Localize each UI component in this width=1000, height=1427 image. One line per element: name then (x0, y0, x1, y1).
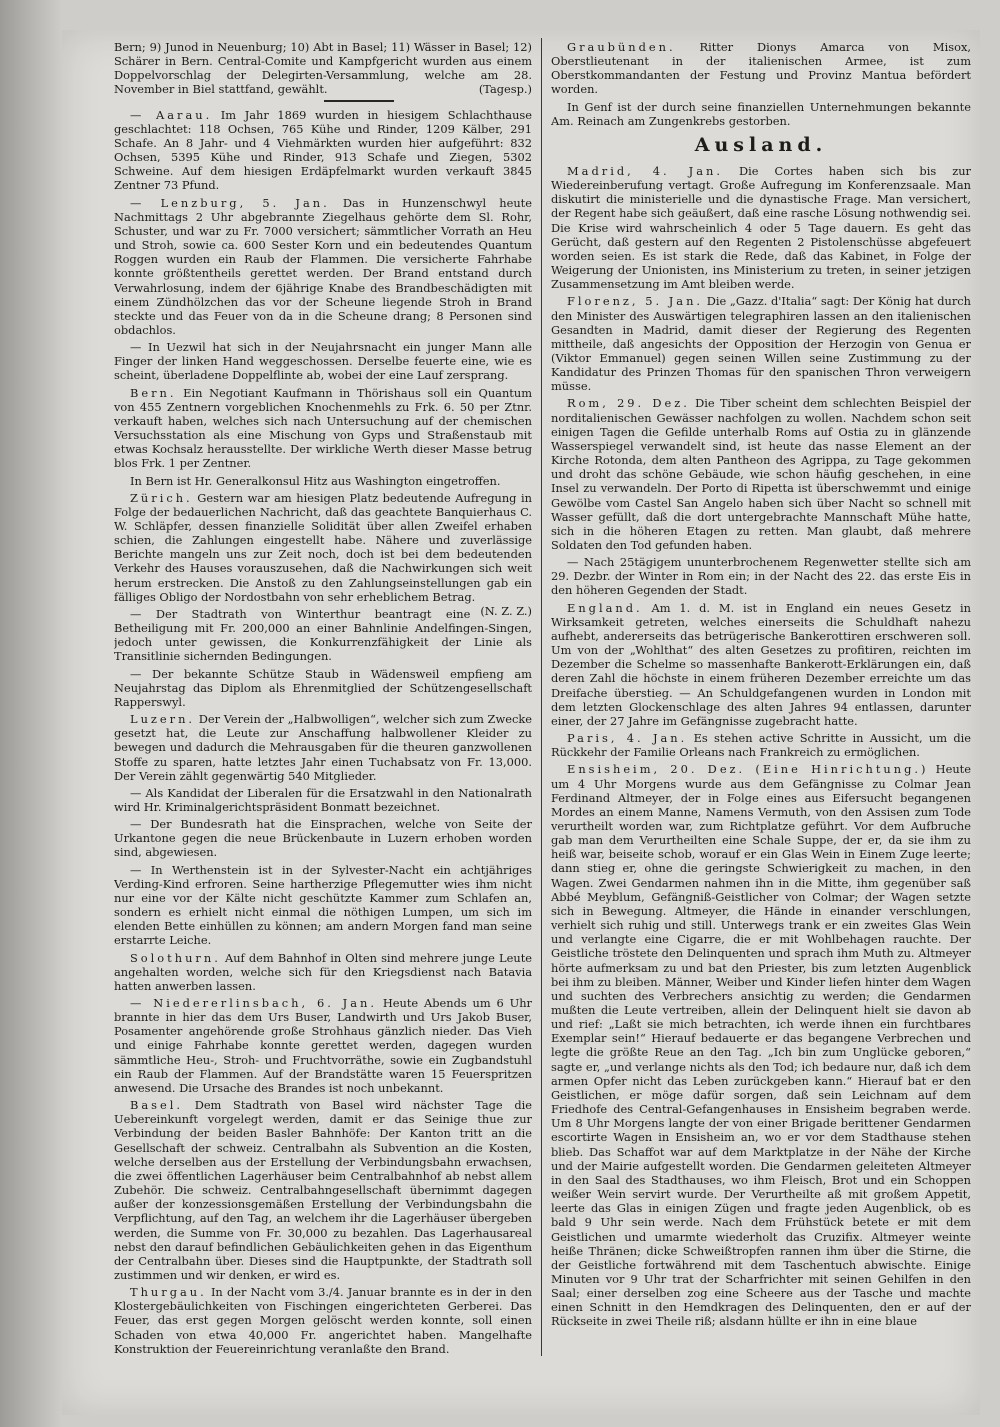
article-winterthur: — Der Stadtrath von Winterthur beantragt eine Betheiligung mit Fr. 200,000 an einer Bahnlinie Andelfingen-Singen, jedoch unter gewissen, die Konkurrenzfähigkeit der Linie als Transitlinie sichernden Bedingungen. (114, 606, 532, 664)
article-rom-2: — Nach 25tägigem ununterbrochenem Regenwetter stellte sich am 29. Dezbr. der Winter in Rom ein; in der Nacht des 22. das erste Eis in den höheren Gegenden der Stadt. (551, 555, 971, 598)
dateline: — Aarau. (130, 107, 213, 122)
article-kandidat: — Als Kandidat der Liberalen für die Ersatzwahl in den Nationalrath wird Hr. Kriminalgerichtspräsident Bonmatt bezeichnet. (114, 785, 532, 814)
dateline: Luzern. (130, 712, 196, 727)
article-text: Der Verein der „Halbwolligen“, welcher sich zum Zwecke gesetzt hat, die Leute zur Anschaffung halbwollener Kleider zu bewegen und dadurch die Mehrausgaben für die theuren ganzwollenen Stoffe zu sparen, hatte letztes Jahr einen Tuchabsatz von Fr. 13,000. Der Verein zählt gegenwärtig 540 Mitglieder. (114, 712, 532, 783)
article-england (551, 601, 971, 728)
article-staub: — Der bekannte Schütze Staub in Wädensweil empfieng am Neujahrstag das Diplom als Ehrenmitglied der Schützengesellschaft Rapperswyl. (114, 666, 532, 709)
article-text: Das in Hunzenschwyl heute Nachmittags 2 Uhr abgebrannte Ziegelhaus gehörte dem Sl. Rohr, Schuster, und war zu Fr. 7000 versichert; sämmtlicher Vorrath an Heu und Stroh, sowie ca. 600 Sester Korn und ein bedeutendes Quantum Roggen wurden ein Raub der Flammen. Die versicherte Fahrhabe konnte größtentheils gerettet werden. Der Brand entstand durch Verwahrlosung, indem der 6jährige Knabe des Brandbeschädigten mit einem Zündhölzchen das vor der Scheune liegende Stroh in Brand steckte und das Feuer von da in die Scheune drang; 8 Personen sind obdachlos. (114, 195, 532, 337)
source-credit: (Tagesp.) (478, 82, 532, 97)
article-text: Heute um 4 Uhr Morgens wurde aus dem Gefängnisse zu Colmar Jean Ferdinand Altmeyer, der in Folge eines aus Eifersucht begangenen Mordes an einem Manne, Namens Vermuth, von den Assisen zum Tode verurtheilt worden war, zum Richtplatze geführt. Vor dem Aufbruche gab man dem Verurtheilten eine Schale Suppe, der er, da sie ihm zu heiß war, beiseite schob, worauf er ein Glas Wein in Einem Zuge leerte; dann stieg er, ohne die geringste Schwierigkeit zu machen, in den Wagen. Zwei Gendarmen nahmen ihn in die Mitte, ihm gegenüber saß Abbé Meyblum, Gefängniß-Geistlicher von Colmar; der Wagen setzte sich in Bewegung. Altmeyer, die Hände in einander verschlungen, verhielt sich ruhig und still. Unterwegs trank er ein zweites Glas Wein und verlangte eine Cigarre, die er mit Wohlbehagen rauchte. Der Geistliche tröstete den Delinquenten und sprach ihm Muth zu. Altmeyer hörte aufmerksam zu und bat den Priester, bis zum letzten Augenblick bei ihm zu bleiben. Männer, Weiber und Kinder liefen hinter dem Wagen und suchten des Verbrechers ansichtig zu werden; die Gendarmen mußten die Leute vertreiben, allein der Delinquent hielt sie davon ab und rief: „Laßt sie mich betrachten, ich werde ihnen ein furchtbares Exemplar sein!“ Hierauf bedauerte er das begangene Verbrechen und legte die größte Reue an den Tag. „Ich bin zum Unglücke geboren,“ sagte er, „und verlange nichts als den Tod; ich bedaure nur, daß ich dem armen Opfer nicht das Leben zurückgeben kann.“ Hierauf bat er den Geistlichen, er möge dafür sorgen, daß sein Leichnam auf dem Friedhofe des Central-Gefangenhauses in Ensisheim begraben werde. Um 8 Uhr Morgens langte der von einer Brigade berittener Gendarmen escortirte Wagen in Ensisheim an, wo er vor dem Stadthause stehen blieb. Das Schaffot war auf dem Marktplatze in der Nähe der Kirche und der Mairie aufgestellt worden. Die Gendarmen geleiteten Altmeyer in den Saal des Stadthauses, wo ihm Fleisch, Brot und ein Schoppen weißer Wein servirt wurde. Der Verurtheilte aß mit großem Appetit, leerte das Glas in einigen Zügen und fragte jeden Augenblick, ob es bald 9 Uhr sein werde. Nach dem Frühstück betete er mit dem Geistlichen und umarmte wiederholt das Cruzifix. Altmeyer weinte heiße Thränen; dicke Schweißtropfen rannen ihm über die Stirne, die der Geistliche fortwährend mit dem Taschentuch abwischte. Einige Minuten vor 9 Uhr trat der Scharfrichter mit seinen Gehilfen in den Saal; einer derselben zog eine Scheere aus der Tasche und machte einen Schnitt in den Hemdkragen des Delinquenten, den er auf der Rückseite in zwei Theile riß; alsdann hüllte er ihn in eine blaue (551, 762, 971, 1329)
dateline: Bern. (130, 385, 177, 400)
article-ensisheim (551, 762, 971, 1328)
article-zuerich (114, 490, 532, 618)
column-rule (541, 38, 542, 1356)
dateline: Basel. (130, 1098, 184, 1113)
dateline: — Niedererlinsbach, 6. Jan. (130, 996, 377, 1010)
article-werthenstein: — In Werthenstein ist in der Sylvester-Nacht ein achtjähriges Verding-Kind erfroren. Seine hartherzige Pflegemutter wies ihm nicht nur eine vor der Kälte nicht geschützte Kammer zum Schlafen an, sondern es erhielt nicht einmal die nöthigen Lumpen, um sich im elenden Bette einhüllen zu können; am andern Morgen fand man seine erstarrte Leiche. (114, 862, 532, 948)
article-text: Heute Abends um 6 Uhr brannte in hier das dem Urs Buser, Landwirth und Urs Jakob Buser, Posamenter angehörende große Strohhaus gänzlich nieder. Das Vieh und einige Fahrhabe konnte gerettet werden, dagegen wurden sämmtliche Heu-, Stroh- und Fruchtvorräthe, sowie ein Zugbandstuhl ein Raub der Flammen. Auf der Brandstätte waren 15 Feuerspritzen anwesend. Die Ursache des Brandes ist noch unbekannt. (114, 996, 532, 1095)
article-lenzburg (114, 196, 532, 338)
article-text: Gestern war am hiesigen Platz bedeutende Aufregung in Folge der bedauerlichen Nachricht, daß das geachtete Banquierhaus C. W. Schläpfer, dessen finanzielle Solidität über allen Zweifel erhaben schien, die Zahlungen eingestellt habe. Nähere und zuverlässige Berichte mangeln uns zur Zeit noch, doch ist bei dem bedeutenden Verkehr des Hauses vorauszusehen, daß die Nachwirkungen sich weit herum erstrecken. Die Anstoß zu den Zahlungseinstellungen gab ein fälliges Obligo der Nordostbahn von sehr erheblichem Betrag. (114, 490, 532, 604)
dateline: — Lenzburg, 5. Jan. (130, 195, 330, 210)
article-text: Die „Gazz. d'Italia“ sagt: Der König hat durch den Minister des Auswärtigen telegraphiren lassen an den italienischen Gesandten in Madrid, damit dieser der Regierung des Regenten mittheile, daß angesichts der Opposition der Herzogin von Genua er (Viktor Emmanuel) gegen seinen Willen seine Zustimmung zu der Kandidatur des Prinzen Thomas für den spanischen Thron verweigern müsse. (551, 294, 971, 394)
article-bern (114, 386, 532, 471)
dateline: Zürich. (130, 490, 193, 505)
separator-rule (324, 100, 394, 102)
dateline: Graubünden. (567, 40, 676, 54)
article-text: Die Cortes haben sich bis zur Wiedereinberufung vertagt. Große Aufregung im Konferenzsaale. Man diskutirt die ministerielle und die dynastische Frage. Man versichert, der Regent habe sich geäußert, daß eine rasche Lösung nothwendig sei. Die Krise wird wahrscheinlich 4 oder 5 Tage dauern. Es geht das Gerücht, daß gestern auf den Regenten 2 Pistolenschüsse abgefeuert worden seien. Es ist stark die Rede, daß das Kabinet, in Folge der Weigerung der Unionisten, ins Ministerium zu treten, in seiner jetzigen Zusammensetzung im Amt bleiben werde. (551, 163, 971, 292)
dateline: Thurgau. (130, 1285, 207, 1300)
article-text: Die Tiber scheint dem schlechten Beispiel der norditalienischen Gewässer nachfolgen zu wollen. Nachdem schon seit einigen Tagen die Gefilde unterhalb Roms auf Ostia zu in glänzende Wasserspiegel verwandelt sind, ist heute das nasse Element an der Kirche Rotonda, dem alten Pantheon des Agrippa, zu Tage gekommen und droht das schöne Gebäude, wie schon häufig geschehen, in eine Insel zu verwandeln. Der Porto di Ripetta ist überschwemmt und einige Gewölbe vom Castel San Angelo haben sich über Nacht so schnell mit Wasser gefüllt, daß die dort untergebrachte Mannschaft Mühe hatte, sich in die höheren Etagen zu retten. Man glaubt, daß mehrere Soldaten den Tod gefunden haben. (551, 396, 971, 552)
article-luzern (114, 712, 532, 783)
article-tournament (114, 40, 532, 97)
source-credit: (N. Z. Z.) (480, 603, 532, 618)
article-basel (114, 1098, 532, 1282)
dateline: Solothurn. (130, 950, 221, 965)
left-column (114, 40, 532, 1370)
article-text: Bern; 9) Junod in Neuenburg; 10) Abt in Basel; 11) Wässer in Basel; 12) Schärer in Bern. Central-Comite und Kampfgericht wurden aus einem Doppelvorschlag der Delegirten-Versammlung, welche am 28. November in Biel stattfand, gewählt. (114, 40, 532, 97)
article-text: Am 1. d. M. ist in England ein neues Gesetz in Wirksamkeit getreten, welches einerseits die Schuldhaft nahezu aufhebt, andererseits das betrügerische Bankerottiren erschweren soll. Um von der „Wohlthat“ des alten Gesetzes zu profitiren, reichten im Dezember die Schelme so massenhafte Bankerott-Erklärungen ein, daß deren Zahl die höchste in einem früheren Dezember erreichte um das Dreifache überstieg. — An Schuldgefangenen wurden in London mit dem letzten Glockenschlage des alten Jahres 94 entlassen, darunter einer, der 27 Jahre im Gefängnisse zugebracht hatte. (551, 600, 971, 728)
article-text: In der Nacht vom 3./4. Januar brannte es in der in den Klostergebäulichkeiten von Fischingen eingerichteten Gerberei. Das Feuer, das erst gegen Morgen gelöscht werden konnte, soll einen Schaden von etwa 40,000 Fr. angerichtet haben. Mangelhafte Konstruktion der Feuereinrichtung veranlaßte den Brand. (114, 1285, 532, 1356)
article-bundesrath: — Der Bundesrath hat die Einsprachen, welche von Seite der Urkantone gegen die neue Brückenbaute in Luzern erhoben worden sind, abgewiesen. (114, 817, 532, 860)
article-rom (551, 396, 971, 552)
article-florenz (551, 294, 971, 393)
article-madrid (551, 164, 971, 291)
article-thurgau (114, 1285, 532, 1356)
article-text: Es stehen active Schritte in Aussicht, um die Rückkehr der Familie Orleans nach Frankreich zu ermöglichen. (551, 731, 971, 760)
article-aarau (114, 108, 532, 193)
article-text: Ritter Dionys Amarca von Misox, Oberstlieutenant in der italienischen Armee, ist zum Oberstkommandanten der Festung und Provinz Mantua befördert worden. (551, 40, 971, 97)
article-paris (551, 731, 971, 759)
article-solothurn (114, 951, 532, 993)
article-text: Ein Negotiant Kaufmann in Thörishaus soll ein Quantum von 455 Zentnern vorgeblichen Knochenmehls zu Frk. 6. 50 per Ztnr. verkauft haben, welches sich nach Untersuchung auf der chemischen Versuchsstation als eine Mischung von Gyps und Straßenstaub mit etwas Kochsalz herausstellte. Der wirkliche Werth dieser Masse betrug blos Frk. 1 per Zentner. (114, 385, 532, 471)
article-niedererlinsbach (114, 996, 532, 1095)
article-text: Dem Stadtrath von Basel wird nächster Tage die Uebereinkunft vorgelegt werden, damit er das Seinige thue zur Verbindung der beiden Basler Bahnhöfe: Der Kanton tritt an die Gesellschaft der schweiz. Centralbahn als Subvention an die Kosten, welche derselben aus der Erstellung der Verbindungsbahn erwachsen, die zwei öffentlichen Lagerhäuser beim Centralbahnhof ab nebst allem Zubehör. Die schweiz. Centralbahngesellschaft übernimmt dagegen außer der konzessionsgemäßen Erstellung der Verbindungsbahn die Verpflichtung, auf den Tag, an welchem ihr die Lagerhäuser übergeben werden, die Summe von Fr. 30,000 zu bezahlen. Das Lagerhausareal nebst den darauf befindlichen Gebäulichkeiten gehen in das Eigenthum der Centralbahn über. Dieses sind die Hauptpunkte, der Stadtrath soll zustimmen und wir denken, er wird es. (114, 1098, 532, 1282)
article-genf: In Genf ist der durch seine finanziellen Unternehmungen bekannte Am. Reinach am Zungenkrebs gestorben. (551, 99, 971, 128)
article-bern-2: In Bern ist Hr. Generalkonsul Hitz aus Washington eingetroffen. (130, 473, 501, 488)
dateline: Paris, 4. Jan. (567, 731, 688, 746)
dateline: Florenz, 5. Jan. (567, 294, 704, 309)
article-graubuenden (551, 40, 971, 97)
dateline: Madrid, 4. Jan. (567, 163, 723, 178)
dateline: Ensisheim, 20. Dez. (Eine Hinrichtung.) (567, 762, 929, 777)
dateline: Rom, 29. Dez. (567, 396, 690, 411)
article-text: Im Jahr 1869 wurden in hiesigem Schlachthause geschlachtet: 118 Ochsen, 765 Kühe und Rinder, 1209 Kälber, 291 Schafe. An 8 Jahr- und 4 Viehmärkten wurden hier aufgeführt: 832 Ochsen, 5395 Kühe und Rinder, 913 Schafe und Ziegen, 5302 Schweine. Auf dem hiesigen Erdäpfelmarkt wurden verkauft 3845 Zentner 73 Pfund. (114, 107, 532, 193)
right-column (551, 40, 971, 1350)
page-edge-shadow (0, 0, 62, 1427)
dateline: England. (567, 600, 643, 615)
article-text: Auf dem Bahnhof in Olten sind mehrere junge Leute angehalten worden, welche sich für den Kriegsdienst nach Batavia hatten anwerben lassen. (114, 950, 532, 993)
section-heading-ausland: Ausland. (694, 133, 828, 156)
article-uezwil: — In Uezwil hat sich in der Neujahrsnacht ein junger Mann alle Finger der linken Hand weggeschossen. Derselbe feuerte eine, wie es scheint, überladene Doppelflinte ab, wobei der eine Lauf zersprang. (114, 340, 532, 383)
